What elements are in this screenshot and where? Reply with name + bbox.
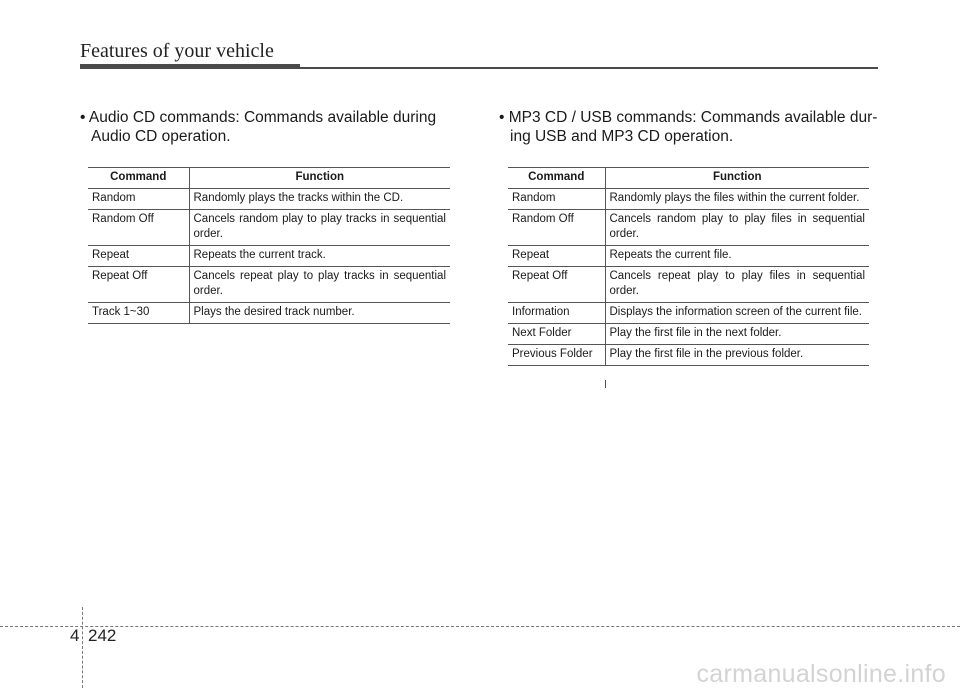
audio-cd-intro-line1: • Audio CD commands: Commands available during <box>80 109 437 126</box>
command-cell: Random <box>508 189 605 210</box>
function-cell: Cancels repeat play to play files in sequential order. <box>605 267 869 303</box>
page-header-title: Features of your vehicle <box>80 40 274 62</box>
table-row <box>88 189 450 210</box>
table-row <box>508 324 869 345</box>
command-cell: Information <box>508 303 605 324</box>
command-cell: Random <box>88 189 189 210</box>
watermark-text: carmanualsonline.info <box>696 660 946 688</box>
table-row <box>508 246 869 267</box>
command-cell: Previous Folder <box>508 345 605 366</box>
header-rule-thick <box>80 64 300 69</box>
function-cell: Play the first file in the next folder. <box>605 324 869 345</box>
function-cell: Randomly plays the files within the current folder. <box>605 189 869 210</box>
command-cell: Repeat Off <box>88 267 189 303</box>
mp3-usb-intro <box>499 108 881 146</box>
function-cell: Repeats the current file. <box>605 246 869 267</box>
table-header-row <box>88 168 450 189</box>
function-cell: Randomly plays the tracks within the CD. <box>189 189 450 210</box>
audio-cd-intro <box>80 108 460 146</box>
table-row <box>508 303 869 324</box>
footer-dashed-vertical-rule <box>82 607 83 688</box>
table-row <box>508 267 869 303</box>
command-cell: Track 1~30 <box>88 303 189 324</box>
function-cell: Cancels random play to play tracks in sequential order. <box>189 210 450 246</box>
column-header-function: Function <box>189 168 450 189</box>
mp3-usb-commands-table <box>508 167 869 366</box>
footer-dashed-rule <box>0 626 960 627</box>
table-row <box>88 267 450 303</box>
function-cell: Displays the information screen of the current file. <box>605 303 869 324</box>
column-header-function: Function <box>605 168 869 189</box>
header-rule-thin <box>300 67 878 69</box>
mp3-usb-intro-line2: ing USB and MP3 CD operation. <box>510 128 734 145</box>
table-row <box>88 246 450 267</box>
function-cell: Repeats the current track. <box>189 246 450 267</box>
audio-cd-intro-line2: Audio CD operation. <box>91 128 231 145</box>
command-cell: Next Folder <box>508 324 605 345</box>
command-cell: Repeat <box>88 246 189 267</box>
function-cell: Cancels random play to play files in sequential order. <box>605 210 869 246</box>
chapter-number: 4 <box>70 626 80 645</box>
table-row <box>88 303 450 324</box>
table-row <box>88 210 450 246</box>
page-number: 242 <box>88 626 117 645</box>
mp3-usb-intro-line1: • MP3 CD / USB commands: Commands available dur- <box>499 109 878 126</box>
command-cell: Repeat Off <box>508 267 605 303</box>
table-header-row <box>508 168 869 189</box>
table-row <box>508 345 869 366</box>
table-divider-tail <box>605 380 606 388</box>
function-cell: Plays the desired track number. <box>189 303 450 324</box>
function-cell: Play the first file in the previous folder. <box>605 345 869 366</box>
table-row <box>508 189 869 210</box>
function-cell: Cancels repeat play to play tracks in sequential order. <box>189 267 450 303</box>
command-cell: Random Off <box>508 210 605 246</box>
table-row <box>508 210 869 246</box>
column-header-command: Command <box>508 168 605 189</box>
column-header-command: Command <box>88 168 189 189</box>
command-cell: Random Off <box>88 210 189 246</box>
audio-cd-commands-table <box>88 167 450 324</box>
command-cell: Repeat <box>508 246 605 267</box>
